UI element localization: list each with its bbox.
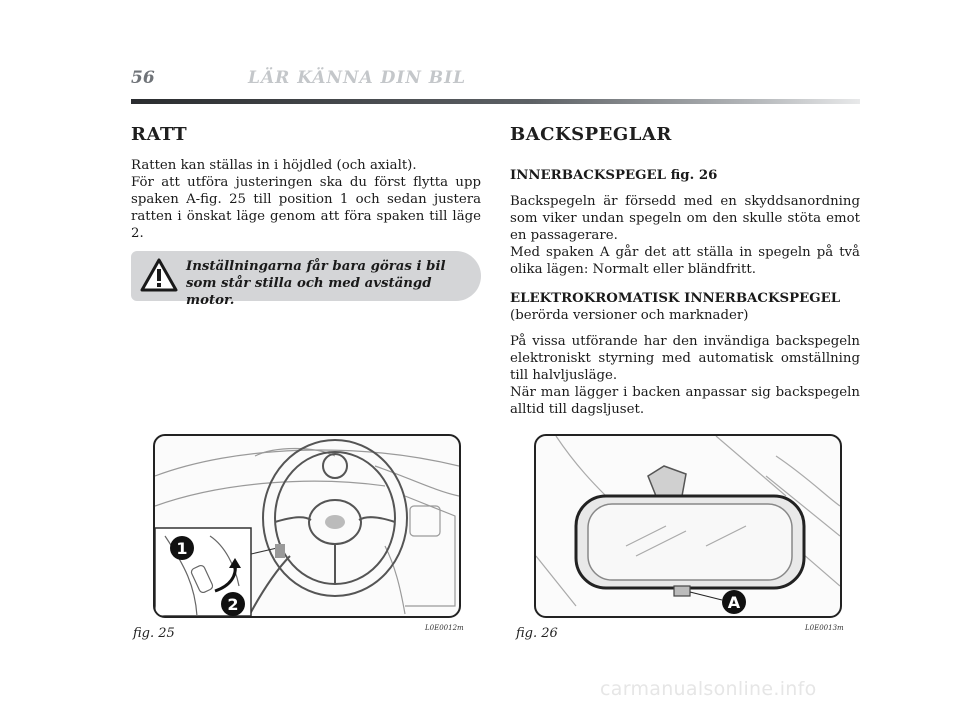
section-heading-backspeglar: BACKSPEGLAR (510, 124, 672, 145)
warning-triangle-icon (140, 258, 178, 292)
running-title: LÄR KÄNNA DIN BIL (248, 68, 467, 88)
figure-25-caption: fig. 25 (133, 626, 175, 641)
callout-a-label: A (727, 593, 741, 612)
rearview-mirror-illustration (536, 436, 840, 616)
watermark: carmanualsonline.info (600, 678, 817, 700)
subheading-note: (berörda versioner och marknader) (510, 308, 749, 323)
paragraph-innerbackspegel-1: Backspegeln är försedd med en skyddsanordning som viker undan spegeln om den skulle stöta emot en passagerare. (510, 194, 860, 243)
subheading-elektrokromatisk: ELEKTROKROMATISK INNERBACKSPEGEL (510, 291, 841, 306)
section-heading-ratt: RATT (131, 124, 188, 145)
paragraph-innerbackspegel-2: Med spaken A går det att ställa in spegeln på två olika lägen: Normalt eller bländfritt. (510, 245, 860, 277)
steering-wheel-illustration (155, 436, 459, 616)
figure-25 (153, 434, 461, 618)
figure-26-caption: fig. 26 (516, 626, 558, 641)
page-number: 56 (131, 68, 155, 88)
paragraph-ratt-1: Ratten kan ställas in i höjdled (och axialt). (131, 158, 417, 173)
figure-26 (534, 434, 842, 618)
subheading-innerbackspegel: INNERBACKSPEGEL fig. 26 (510, 168, 718, 183)
paragraph-elektrokromatisk-1: På vissa utförande har den invändiga backspegeln elektroniskt styrning med automatisk omställning till halvljusläge. (510, 334, 860, 383)
header-rule (131, 99, 860, 104)
figure-25-code: L0E0012m (425, 624, 464, 632)
callout-1-label: 1 (176, 539, 188, 558)
callout-2-label: 2 (227, 595, 239, 614)
warning-text: Inställningarna får bara göras i bil som står stilla och med avstängd motor. (186, 259, 446, 308)
figure-26-code: L0E0013m (805, 624, 844, 632)
paragraph-ratt-2: För att utföra justeringen ska du först flytta upp spaken A-fig. 25 till position 1 och sedan justera ratten i önskat läge genom att föra spaken till läge 2. (131, 175, 481, 241)
paragraph-elektrokromatisk-2: När man lägger i backen anpassar sig backspegeln alltid till dagsljuset. (510, 385, 860, 417)
